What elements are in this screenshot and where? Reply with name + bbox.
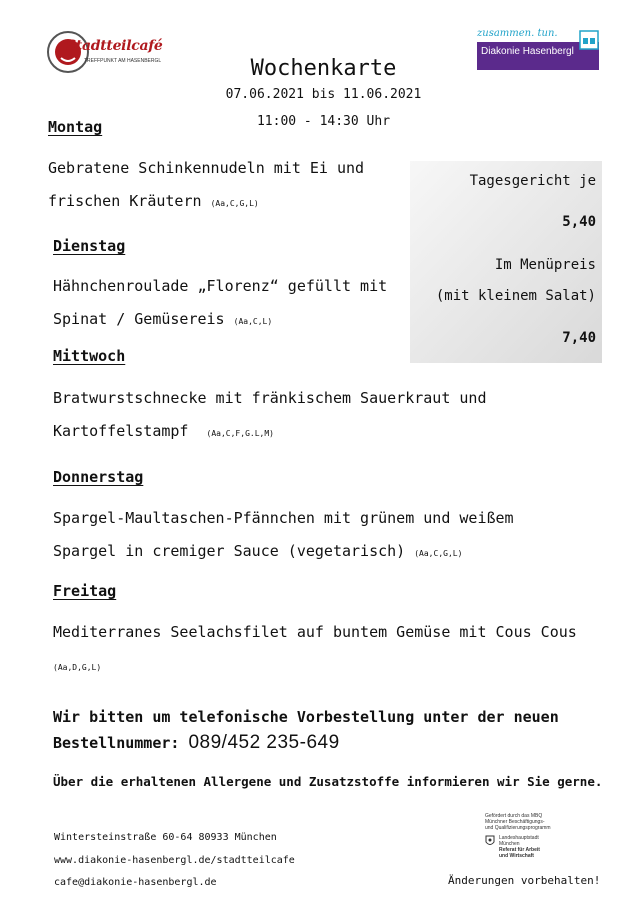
dish-monday (48, 152, 398, 220)
dish-tuesday (53, 270, 403, 338)
dish-friday (53, 616, 613, 684)
funder-logos (485, 813, 595, 871)
allergen-codes: (Aa,C,L) (233, 317, 273, 326)
dish-line: Gebratene Schinkennudeln mit Ei und (48, 159, 365, 177)
city-text (499, 835, 540, 859)
funder-line: und Qualifizierungsprogramm (485, 825, 551, 831)
allergen-codes: (Aa,C,G,L) (210, 199, 259, 208)
dept-line: und Wirtschaft (499, 853, 534, 859)
order-number-label: Bestellnummer: (53, 734, 180, 752)
dish-line (53, 303, 403, 338)
dish-line (53, 415, 573, 450)
day-heading-tuesday: Dienstag (53, 237, 126, 255)
dish-line: Spargel-Maultaschen-Pfännchen mit grünem und weißem (53, 509, 514, 527)
menu-price-label: Im Menüpreis (494, 257, 596, 273)
price-box (410, 161, 602, 363)
diakonie-cross-icon (579, 30, 599, 50)
dish-line: Hähnchenroulade „Florenz“ gefüllt mit (53, 277, 388, 295)
dish-text: Kartoffelstampf (53, 422, 189, 440)
footer-address: Wintersteinstraße 60-64 80933 München (54, 832, 277, 843)
menu-price: 7,40 (562, 330, 596, 346)
dish-line (53, 535, 613, 570)
dish-text: Spinat / Gemüsereis (53, 310, 225, 328)
allergy-note: Über die erhaltenen Allergene und Zusatzstoffe informieren wir Sie gerne. (53, 774, 603, 789)
day-heading-friday: Freitag (53, 582, 117, 600)
date-range: 07.06.2021 bis 11.06.2021 (225, 87, 422, 102)
changes-notice: Änderungen vorbehalten! (448, 874, 601, 887)
allergen-codes: (Aa,D,G,L) (53, 663, 102, 672)
dept-line: Referat für Arbeit (499, 847, 540, 853)
daily-dish-label: Tagesgericht je (469, 173, 596, 189)
order-line: Wir bitten um telefonische Vorbestellung unter der neuen (53, 708, 559, 726)
dish-line: Mediterranes Seelachsfilet auf buntem Gemüse mit Cous Cous (53, 623, 577, 641)
footer-email: cafe@diakonie-hasenbergl.de (54, 877, 217, 888)
order-phone-number: 089/452 235-649 (188, 732, 340, 753)
allergen-codes: (Aa,C,F,G.L,M) (206, 429, 274, 438)
order-notice (53, 704, 613, 756)
dish-line (53, 649, 613, 684)
day-heading-monday: Montag (48, 118, 103, 136)
dish-text: Spargel in cremiger Sauce (vegetarisch) (53, 542, 406, 560)
city-line: München (499, 841, 520, 847)
page-title: Wochenkarte (250, 56, 397, 81)
city-logo (485, 835, 595, 859)
opening-hours: 11:00 - 14:30 Uhr (256, 114, 391, 129)
daily-dish-price: 5,40 (562, 214, 596, 230)
logo-subtitle: TREFFPUNKT AM HASENBERGL (84, 58, 162, 64)
menu-price-note: (mit kleinem Salat) (435, 288, 596, 304)
footer-website: www.diakonie-hasenbergl.de/stadtteilcafe (54, 855, 295, 866)
allergen-codes: (Aa,C,G,L) (414, 549, 463, 558)
funder-line: Münchner Beschäftigungs- (485, 819, 545, 825)
day-heading-wednesday: Mittwoch (53, 347, 126, 365)
city-line: Landeshauptstadt (499, 835, 539, 841)
dish-text: frischen Kräutern (48, 192, 202, 210)
logo-name: Stadtteilcafé (66, 38, 163, 54)
dish-thursday (53, 502, 613, 570)
day-heading-thursday: Donnerstag (53, 468, 144, 486)
diakonie-name: Diakonie Hasenbergl (481, 46, 574, 57)
dish-wednesday (53, 382, 573, 450)
city-crest-icon (485, 835, 495, 847)
diakonie-slogan: zusammen. tun. (477, 28, 558, 39)
dish-line (48, 185, 398, 220)
funder-line: Gefördert durch das MBQ (485, 813, 543, 819)
order-line (53, 730, 613, 756)
dish-line: Bratwurstschnecke mit fränkischem Sauerkraut und (53, 389, 487, 407)
